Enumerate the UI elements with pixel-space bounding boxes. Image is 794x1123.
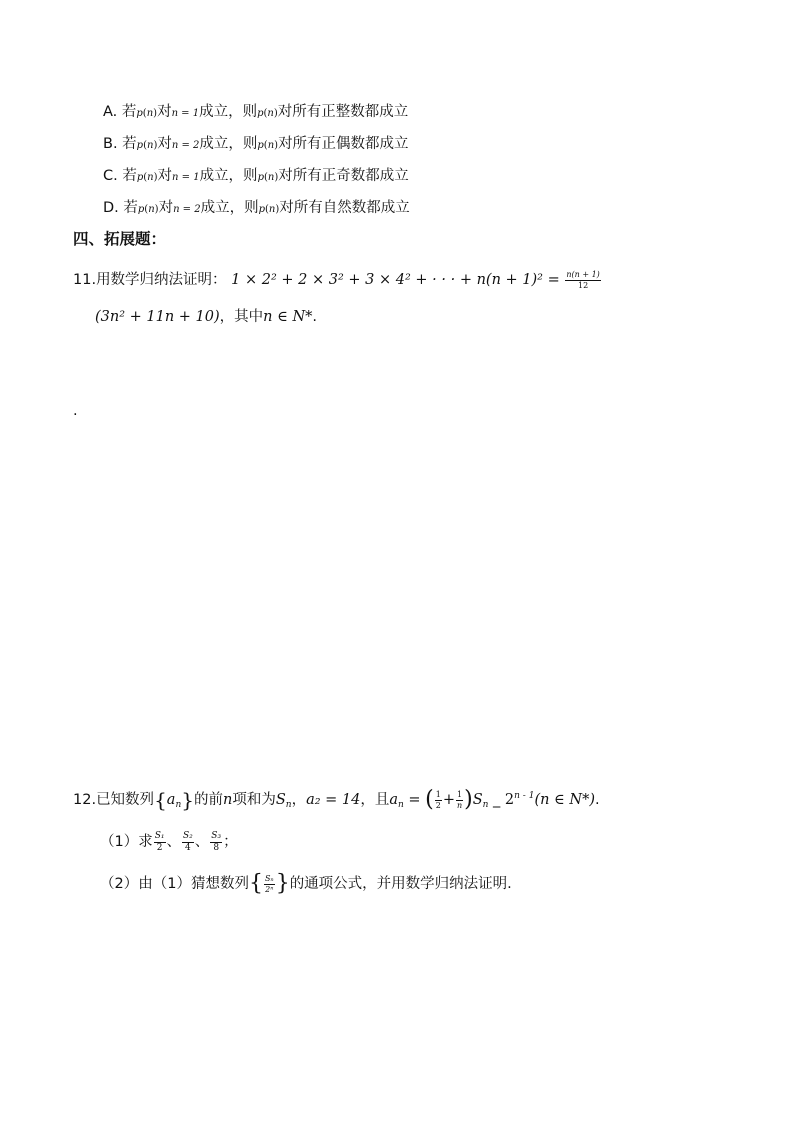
option-text: 若 bbox=[121, 104, 137, 120]
question-text: 项和为 bbox=[232, 792, 276, 808]
stray-dot: . bbox=[73, 403, 78, 419]
fraction-denominator: 12 bbox=[577, 280, 589, 290]
fraction bbox=[456, 791, 463, 810]
sum-s: S bbox=[275, 792, 286, 808]
equation-rhs: (3n² + 11n + 10) bbox=[95, 309, 220, 325]
fraction bbox=[565, 271, 600, 290]
power-exponent: n - 1 bbox=[514, 791, 535, 801]
option-condition: n = 2 bbox=[173, 204, 201, 215]
question-11-line-1 bbox=[73, 268, 602, 290]
n-symbol: n bbox=[148, 204, 155, 215]
option-d: D. 若p(n)对n = 2成立，则p(n)对所有自然数都成立 bbox=[103, 200, 410, 216]
subscript: n bbox=[482, 800, 489, 810]
subscript: n bbox=[398, 800, 404, 810]
n-symbol: n bbox=[267, 140, 275, 151]
fraction bbox=[264, 875, 275, 894]
question-text: 的前 bbox=[193, 792, 223, 808]
question-12-part-2: （2）由（1）猜想数列{ $\frac{\text{Sₙ}}{\text{2ⁿ}}$ }的通项公式，并用数学归纳法证明. bbox=[100, 871, 512, 896]
part-label: （2）由（1）猜想数列 bbox=[100, 876, 249, 892]
option-condition: n = 1 bbox=[172, 172, 200, 183]
option-text: 对所有正偶数都成立 bbox=[278, 136, 409, 152]
p-symbol: p bbox=[257, 140, 264, 151]
sequence-a: a bbox=[166, 792, 176, 808]
question-number: 12. bbox=[73, 792, 97, 808]
equals-sign: = bbox=[408, 792, 421, 808]
fraction-denominator: 2ⁿ bbox=[265, 884, 274, 894]
question-text: ； bbox=[223, 834, 238, 850]
fraction bbox=[182, 832, 194, 853]
n-symbol: n bbox=[222, 792, 233, 808]
option-text: 对所有自然数都成立 bbox=[279, 200, 410, 216]
question-text: . bbox=[594, 792, 600, 808]
option-text: 成立，则 bbox=[200, 200, 259, 216]
question-text: 已知数列 bbox=[96, 792, 155, 808]
option-text: 对所有正奇数都成立 bbox=[278, 168, 409, 184]
n-symbol: n bbox=[267, 108, 274, 119]
sequence-a: a bbox=[389, 792, 398, 808]
fraction-numerator: n(n + 1) bbox=[566, 269, 600, 279]
separator: 、 bbox=[166, 834, 182, 850]
fraction-denominator: 4 bbox=[185, 842, 191, 853]
question-12-line-1: 12.已知数列$\{a_n\}$的前n项和为$S_n$，a₂ = 14，且$a_n$ = ( $\frac{1}{2}$ + $\frac{1}{n}$ )$S_n$ _ 2$^{n - 1}$(n ∈ N*). bbox=[73, 787, 600, 812]
fraction bbox=[154, 832, 166, 853]
option-text: 对 bbox=[158, 200, 174, 216]
question-text: ，且 bbox=[360, 792, 390, 808]
option-condition: n = 2 bbox=[171, 140, 200, 151]
fraction-numerator: Sₙ bbox=[264, 873, 274, 883]
fraction-numerator: 1 bbox=[435, 789, 441, 799]
option-text: 成立，则 bbox=[199, 136, 258, 152]
option-letter: A. bbox=[103, 104, 118, 120]
option-b: B. 若p(n)对n = 2成立，则p(n)对所有正偶数都成立 bbox=[103, 136, 409, 152]
domain-condition: (n ∈ N*) bbox=[534, 792, 595, 808]
n-symbol: n bbox=[268, 204, 276, 215]
fraction-denominator: 2 bbox=[435, 800, 441, 810]
option-a: A. 若p(n)对n = 1成立，则p(n)对所有正整数都成立 bbox=[103, 104, 409, 120]
power-base: 2 bbox=[504, 792, 515, 808]
question-11-line-2 bbox=[95, 305, 317, 326]
question-text: ，其中 bbox=[219, 309, 264, 325]
question-lead: 用数学归纳法证明： bbox=[96, 272, 227, 288]
fraction-numerator: S₂ bbox=[183, 830, 193, 841]
option-text: 对 bbox=[157, 168, 173, 184]
option-letter: B. bbox=[103, 136, 118, 152]
fraction bbox=[210, 832, 222, 853]
p-symbol: p bbox=[258, 204, 266, 215]
minus-sign: _ bbox=[493, 792, 501, 808]
option-text: 对 bbox=[157, 136, 172, 152]
option-text: 若 bbox=[123, 200, 138, 216]
p-symbol: p bbox=[137, 204, 145, 215]
fraction-numerator: S₃ bbox=[211, 830, 222, 841]
a2-value: a₂ = 14 bbox=[306, 792, 361, 808]
n-symbol: n bbox=[146, 108, 154, 119]
option-text: 对 bbox=[157, 104, 172, 120]
option-text: 若 bbox=[122, 168, 137, 184]
equation-lhs: 1 × 2² + 2 × 3² + 3 × 4² + · · · + n(n + 1)² = bbox=[231, 272, 560, 288]
p-symbol: p bbox=[136, 140, 144, 151]
subscript: n bbox=[175, 800, 182, 810]
separator: 、 bbox=[194, 834, 210, 850]
option-letter: C. bbox=[103, 168, 118, 184]
p-symbol: p bbox=[257, 108, 264, 119]
p-symbol: p bbox=[257, 172, 264, 183]
part-label: （1）求 bbox=[100, 834, 153, 850]
subscript: n bbox=[285, 800, 292, 810]
fraction-denominator: n bbox=[456, 800, 463, 810]
fraction-numerator: 1 bbox=[457, 789, 463, 799]
option-text: 若 bbox=[122, 136, 137, 152]
n-symbol: n bbox=[146, 140, 154, 151]
p-symbol: p bbox=[136, 108, 143, 119]
option-letter: D. bbox=[103, 200, 119, 216]
question-text: 的通项公式，并用数学归纳法证明. bbox=[289, 876, 512, 892]
fraction-numerator: S₁ bbox=[154, 830, 165, 841]
sum-s: S bbox=[472, 792, 483, 808]
option-c: C. 若p(n)对n = 1成立，则p(n)对所有正奇数都成立 bbox=[103, 168, 409, 184]
option-condition: n = 1 bbox=[171, 108, 200, 119]
section-heading: 四、拓展题： bbox=[73, 230, 167, 248]
fraction bbox=[435, 791, 442, 810]
question-number: 11. bbox=[73, 272, 97, 288]
option-text: 对所有正整数都成立 bbox=[277, 104, 409, 120]
question-text: . bbox=[312, 309, 318, 325]
n-symbol: n bbox=[147, 172, 154, 183]
option-text: 成立，则 bbox=[199, 104, 258, 120]
plus-sign: + bbox=[442, 792, 456, 808]
n-symbol: n bbox=[267, 172, 275, 183]
domain-condition: n ∈ N* bbox=[263, 309, 313, 325]
question-12-part-1 bbox=[100, 830, 238, 853]
p-symbol: p bbox=[136, 172, 144, 183]
option-text: 成立，则 bbox=[199, 168, 258, 184]
fraction-denominator: 2 bbox=[156, 842, 163, 853]
question-text: ， bbox=[291, 792, 307, 808]
fraction-denominator: 8 bbox=[213, 842, 220, 853]
